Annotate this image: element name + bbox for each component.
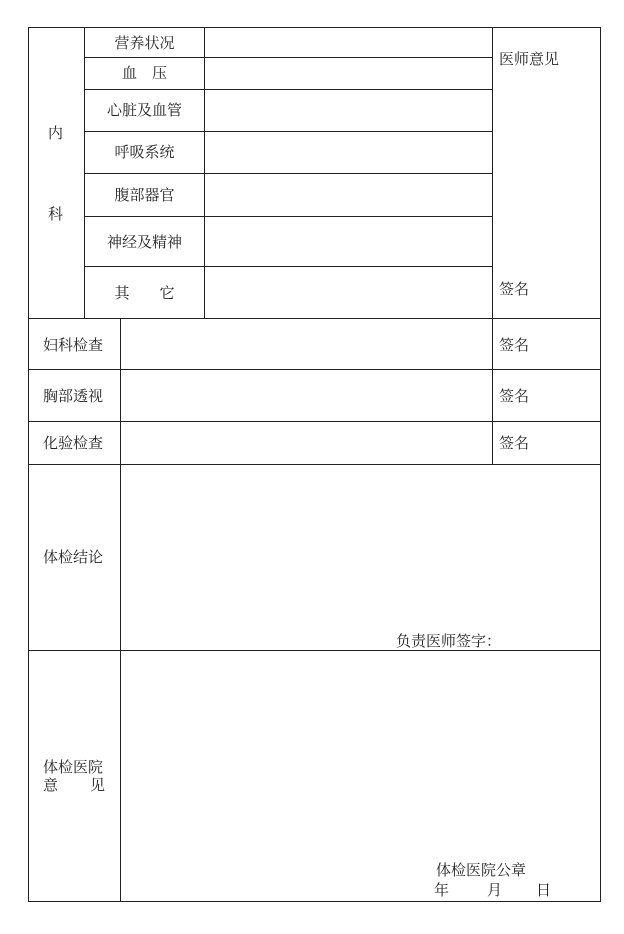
section-line	[28, 318, 601, 319]
im-item-abdominal: 腹部器官	[114, 186, 175, 204]
im-row-line	[84, 266, 492, 267]
im-row-line	[84, 57, 492, 58]
doctor-opinion-label: 医师意见	[499, 50, 560, 68]
im-label-bottom: 科	[48, 205, 64, 223]
im-item-respiratory: 呼吸系统	[114, 143, 175, 161]
im-signature-label: 签名	[499, 280, 530, 298]
im-item-neuro-mental: 神经及精神	[106, 233, 182, 251]
section-line	[28, 464, 601, 465]
gynecology-label: 妇科检查	[43, 336, 104, 354]
conclusion-label: 体检结论	[43, 548, 104, 566]
im-row-line	[84, 216, 492, 217]
hospital-opinion-label-right: 见	[89, 776, 105, 794]
date-day-label: 日	[536, 881, 552, 899]
hospital-opinion-label-left: 意	[43, 776, 59, 794]
section-line	[28, 369, 601, 370]
im-item-heart-vessels: 心脏及血管	[106, 101, 182, 119]
im-item-blood-pressure: 血 压	[121, 64, 167, 82]
im-row-line	[84, 173, 492, 174]
hospital-opinion-label-line2	[43, 776, 105, 794]
section-line	[28, 421, 601, 422]
im-row-line	[84, 89, 492, 90]
chest-xray-label: 胸部透视	[43, 387, 104, 405]
gynecology-signature-label: 签名	[499, 336, 530, 354]
im-item-nutrition: 营养状况	[114, 34, 175, 52]
lab-test-label: 化验检查	[43, 434, 104, 452]
hospital-seal-label: 体检医院公章	[436, 861, 527, 879]
im-label-top: 内	[48, 124, 64, 142]
opinion-column-divider	[492, 27, 493, 464]
border-top	[28, 27, 601, 28]
date-month-label: 月	[487, 881, 503, 899]
chest-xray-signature-label: 签名	[499, 387, 530, 405]
im-item-other: 其 它	[114, 284, 175, 302]
im-row-line	[84, 131, 492, 132]
lower-label-divider	[120, 318, 121, 902]
lab-test-signature-label: 签名	[499, 434, 530, 452]
date-year-label: 年	[434, 881, 450, 899]
responsible-doctor-signature-label: 负责医师签字：	[396, 632, 502, 650]
section-line	[28, 650, 601, 651]
border-bottom	[28, 901, 601, 902]
hospital-opinion-label-line1: 体检医院	[43, 758, 104, 776]
